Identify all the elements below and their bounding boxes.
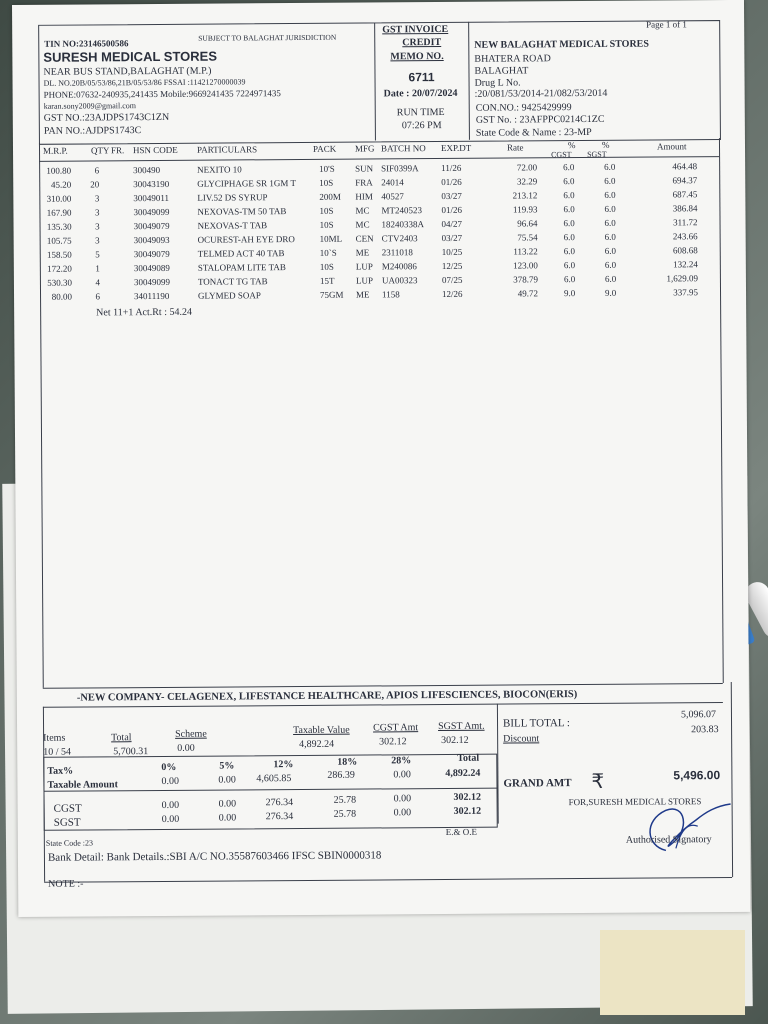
row-1-mfg: SUN <box>355 163 374 174</box>
tax-pct-label: Tax% <box>47 765 74 777</box>
seller-tin: TIN NO:23146500586 <box>44 38 129 49</box>
buyer-address-1: BHATERA ROAD <box>474 53 551 65</box>
authorised-signatory: Authorised Signatory <box>625 834 712 846</box>
row-9-mfg: LUP <box>355 275 373 286</box>
row-7-name: TELMED ACT 40 TAB <box>197 248 285 259</box>
buyer-name: NEW BALAGHAT MEDICAL STORES <box>474 38 649 51</box>
run-time: 07:26 PM <box>401 120 442 132</box>
row-3-rate: 213.12 <box>512 190 538 201</box>
state-code: State Code :23 <box>45 838 93 848</box>
col-header-pct-cgst: % <box>567 140 576 151</box>
row-3-mrp: 310.00 <box>46 193 72 204</box>
row-9-exp: 07/25 <box>441 274 463 286</box>
row-8-hsn: 30049089 <box>133 262 170 274</box>
col-header-pack: PACK <box>312 143 337 154</box>
col-header-pct-sgst: % <box>601 139 610 150</box>
taxable-amount-label: Taxable Amount <box>47 779 118 791</box>
taxable-value-label: Taxable Value <box>293 724 350 737</box>
grand-amount-label: GRAND AMT <box>503 777 572 790</box>
row-8-amount: 132.24 <box>673 259 698 270</box>
row-2-pack: 10S <box>319 177 334 188</box>
row-5-qty: 3 <box>95 221 100 232</box>
cgst-total: 302.12 <box>453 791 482 803</box>
row-7-exp: 10/25 <box>441 246 463 258</box>
taxable-28: 0.00 <box>393 769 411 781</box>
row-6-mfg: CEN <box>355 233 374 244</box>
row-10-cgst: 9.0 <box>563 288 576 299</box>
row-10-pack: 75GM <box>319 289 344 300</box>
new-company-top-line <box>43 683 723 689</box>
tax-col-5: 5% <box>219 760 235 772</box>
row-3-name: LIV.52 DS SYRUP <box>197 192 268 203</box>
row-6-sgst: 6.0 <box>604 231 616 242</box>
col-header-batch: BATCH NO <box>380 143 426 154</box>
invoice-sheet <box>12 0 750 917</box>
row-8-qty: 1 <box>95 263 100 274</box>
row-7-sgst: 6.0 <box>604 245 617 256</box>
row-1-pack: 10'S <box>319 163 335 174</box>
row-4-rate: 119.93 <box>512 204 538 215</box>
total-value: 5,700.31 <box>113 746 149 758</box>
items-value: 10 / 54 <box>43 746 72 758</box>
sgst-12: 276.34 <box>265 811 294 823</box>
row-10-sgst: 9.0 <box>604 287 617 298</box>
row-9-amount: 1,629.09 <box>666 273 698 284</box>
row-10-name: GLYMED SOAP <box>197 290 261 301</box>
row-5-amount: 311.72 <box>673 217 698 228</box>
buyer-address-2: BALAGHAT <box>474 65 529 77</box>
seller-pan: PAN NO.:AJDPS1743C <box>43 125 142 137</box>
row-2-mfg: FRA <box>355 177 373 188</box>
col-header-sgst: SGST <box>587 149 607 159</box>
taxable-5: 0.00 <box>218 774 236 786</box>
row-3-pack: 200M <box>319 191 341 202</box>
for-seller: FOR,SURESH MEDICAL STORES <box>568 796 702 808</box>
taxable-value: 4,892.24 <box>299 738 335 751</box>
row-1-exp: 11/26 <box>441 162 462 174</box>
row-8-sgst: 6.0 <box>604 259 617 270</box>
run-time-label: RUN TIME <box>396 106 445 119</box>
row-6-cgst: 6.0 <box>563 232 575 243</box>
buyer-dl: :20/081/53/2014-21/082/53/2014 <box>474 87 608 100</box>
sgst-0: 0.00 <box>161 813 180 825</box>
row-2-rate: 32.29 <box>516 176 538 187</box>
row-10-qty: 6 <box>95 291 101 302</box>
row-9-pack: 15T <box>319 275 335 286</box>
row-7-mrp: 158.50 <box>46 249 72 260</box>
row-2-cgst: 6.0 <box>563 176 575 187</box>
cgst-18: 25.78 <box>333 794 357 806</box>
row-2-sgst: 6.0 <box>604 175 616 186</box>
row-1-mrp: 100.80 <box>46 165 72 176</box>
col-header-mrp: M.R.P. <box>42 145 68 156</box>
net-rate-note: Net 11+1 Act.Rt : 54.24 <box>96 306 193 319</box>
row-8-cgst: 6.0 <box>563 260 576 271</box>
table-right-border <box>719 138 724 683</box>
table-header-bottom-line <box>39 156 719 162</box>
row-4-amount: 386.84 <box>672 203 698 214</box>
sgst-5: 0.00 <box>218 812 237 824</box>
page-number: Page 1 of 1 <box>646 19 687 30</box>
row-5-exp: 04/27 <box>441 218 463 230</box>
errors-omissions-excepted: E.& O.E <box>445 826 478 837</box>
cgst-row-label: CGST <box>53 802 82 815</box>
row-1-sgst: 6.0 <box>604 161 616 172</box>
cgst-12: 276.34 <box>265 797 294 809</box>
yellow-paper <box>600 930 745 1015</box>
row-4-name: NEXOVAS-TM 50 TAB <box>197 206 287 217</box>
sgst-total: 302.12 <box>453 805 482 817</box>
sgst-18: 25.78 <box>333 808 357 820</box>
row-3-batch: 40527 <box>381 191 404 202</box>
cgst-amt-value: 302.12 <box>379 736 407 748</box>
row-2-batch: 24014 <box>381 177 404 188</box>
row-2-qty: 20 <box>90 179 100 190</box>
row-3-hsn: 30049011 <box>133 192 170 204</box>
row-8-rate: 123.00 <box>513 260 538 271</box>
row-5-cgst: 6.0 <box>563 218 575 229</box>
row-1-qty: 6 <box>94 165 100 176</box>
row-6-exp: 03/27 <box>441 232 463 244</box>
row-7-pack: 10`S <box>319 247 337 258</box>
row-5-hsn: 30049079 <box>133 220 170 232</box>
sgst-amt-label: SGST Amt. <box>438 720 485 733</box>
bill-total-value: 5,096.07 <box>680 709 717 721</box>
tax-col-28: 28% <box>391 755 412 767</box>
row-6-hsn: 30049093 <box>133 234 170 246</box>
seller-name: SURESH MEDICAL STORES <box>43 48 218 65</box>
seller-phone: PHONE:07632-240935,241435 Mobile:9669241435 7224971435 <box>43 88 281 100</box>
row-3-sgst: 6.0 <box>604 189 616 200</box>
new-company-text: -NEW COMPANY- CELAGENEX, LIFESTANCE HEALTHCARE, APIOS LIFESCIENCES, BIOCON(ERIS) <box>76 689 578 704</box>
row-3-amount: 687.45 <box>672 189 698 200</box>
row-1-batch: SIF0399A <box>381 163 419 174</box>
taxable-12: 4,605.85 <box>256 773 292 785</box>
bill-total-label: BILL TOTAL : <box>502 717 571 730</box>
row-1-cgst: 6.0 <box>563 162 575 173</box>
discount-value: 203.83 <box>691 724 719 736</box>
row-10-hsn: 34011190 <box>134 290 170 302</box>
sgst-row-label: SGST <box>53 816 81 829</box>
row-5-pack: 10S <box>319 219 334 230</box>
cgst-5: 0.00 <box>218 798 237 810</box>
row-1-rate: 72.00 <box>516 162 538 173</box>
row-5-name: NEXOVAS-T TAB <box>197 220 268 231</box>
row-5-mrp: 135.30 <box>46 221 72 232</box>
row-3-cgst: 6.0 <box>563 190 575 201</box>
grand-amount-value: 5,496.00 <box>673 768 721 783</box>
row-6-qty: 3 <box>95 235 100 246</box>
memo-number: 6711 <box>408 70 435 85</box>
row-8-mrp: 172.20 <box>47 263 72 274</box>
col-header-qty: QTY <box>90 145 110 156</box>
seller-dl: DL. NO.20B/05/53/86,21B/05/53/86 FSSAI :11421270000039 <box>43 77 246 88</box>
col-header-cgst: CGST <box>551 150 572 160</box>
row-5-mfg: MC <box>355 219 370 230</box>
row-5-batch: 18240338A <box>381 219 425 230</box>
row-7-qty: 5 <box>95 249 100 260</box>
cgst-28: 0.00 <box>393 793 412 805</box>
row-9-mrp: 530.30 <box>47 277 72 288</box>
seller-email: karan.sony2009@gmail.com <box>43 101 136 111</box>
total-label: Total <box>111 732 132 744</box>
row-4-mfg: MC <box>355 205 370 216</box>
taxable-total: 4,892.24 <box>445 767 481 779</box>
row-10-exp: 12/26 <box>441 288 463 300</box>
row-4-pack: 10S <box>319 205 334 216</box>
row-4-batch: MT240523 <box>381 205 422 216</box>
row-5-rate: 96.64 <box>517 218 538 229</box>
row-4-sgst: 6.0 <box>604 203 616 214</box>
row-2-name: GLYCIPHAGE SR 1GM T <box>197 178 296 189</box>
row-4-cgst: 6.0 <box>563 204 575 215</box>
row-7-rate: 113.22 <box>513 246 538 257</box>
row-9-batch: UA00323 <box>381 275 418 286</box>
summary-bottom-line <box>44 877 732 883</box>
row-9-sgst: 6.0 <box>604 273 617 284</box>
row-10-mfg: ME <box>355 289 370 300</box>
bank-detail: Bank Detail: Bank Details.:SBI A/C NO.35587603466 IFSC SBIN0000318 <box>47 849 382 864</box>
invoice-date: Date : 20/07/2024 <box>383 87 458 100</box>
col-header-fr: FR. <box>110 145 125 156</box>
col-header-exp: EXP.DT <box>440 142 472 154</box>
row-8-pack: 10S <box>319 261 334 272</box>
col-header-particulars: PARTICULARS <box>196 144 258 155</box>
col-header-rate: Rate <box>506 142 524 153</box>
row-9-hsn: 30049099 <box>133 276 170 288</box>
row-1-hsn: 300490 <box>133 164 161 176</box>
seller-gst: GST NO.:23AJDPS1743C1ZN <box>43 111 170 124</box>
taxable-0: 0.00 <box>161 775 179 787</box>
row-8-mfg: LUP <box>355 261 373 272</box>
cgst-0: 0.00 <box>161 799 180 811</box>
row-4-mrp: 167.90 <box>46 207 72 218</box>
tax-col-0: 0% <box>161 761 177 773</box>
signature-mark <box>636 800 736 857</box>
row-9-name: TONACT TG TAB <box>197 276 268 287</box>
row-7-mfg: ME <box>355 247 370 258</box>
tax-total-label: Total <box>457 752 480 764</box>
row-7-cgst: 6.0 <box>563 246 576 257</box>
sgst-amt-value: 302.12 <box>441 734 469 747</box>
row-10-mrp: 80.00 <box>51 291 73 302</box>
rupee-icon: ₹ <box>591 768 605 793</box>
row-2-exp: 01/26 <box>441 176 462 188</box>
scheme-value: 0.00 <box>177 742 195 754</box>
row-7-hsn: 30049079 <box>133 248 170 260</box>
row-1-amount: 464.48 <box>672 161 698 172</box>
row-10-rate: 49.72 <box>517 288 539 299</box>
row-10-amount: 337.95 <box>673 287 699 298</box>
buyer-dl-label: Drug L No. <box>474 77 521 89</box>
row-8-batch: M240086 <box>381 261 417 272</box>
col-header-mfg: MFG <box>354 143 375 154</box>
row-2-hsn: 30043190 <box>133 178 170 190</box>
row-6-pack: 10ML <box>319 233 343 244</box>
seller-address: NEAR BUS STAND,BALAGHAT (M.P.) <box>43 65 212 78</box>
row-2-amount: 694.37 <box>672 175 698 186</box>
seller-jurisdiction: SUBJECT TO BALAGHAT JURISDICTION <box>198 32 337 43</box>
buyer-state: State Code & Name : 23-MP <box>475 126 592 139</box>
tax-col-12: 12% <box>273 759 294 771</box>
buyer-con: CON.NO.: 9425429999 <box>475 102 572 114</box>
row-9-cgst: 6.0 <box>563 274 576 285</box>
row-8-exp: 12/25 <box>441 260 463 272</box>
row-6-rate: 75.54 <box>517 232 538 243</box>
row-10-batch: 1158 <box>381 289 400 300</box>
col-header-amount: Amount <box>656 141 687 152</box>
row-7-amount: 608.68 <box>672 245 698 256</box>
row-3-qty: 3 <box>94 193 100 204</box>
scheme-label: Scheme <box>175 728 207 740</box>
row-6-amount: 243.66 <box>672 231 698 242</box>
row-9-qty: 4 <box>95 277 100 288</box>
sgst-28: 0.00 <box>393 807 412 819</box>
row-4-qty: 3 <box>94 207 100 218</box>
taxable-18: 286.39 <box>327 769 355 781</box>
cgst-amt-label: CGST Amt <box>373 722 419 734</box>
items-label: Items <box>43 732 66 744</box>
row-6-name: OCUREST-AH EYE DRO <box>197 234 295 245</box>
row-9-rate: 378.79 <box>513 274 538 285</box>
row-7-batch: 2311018 <box>381 247 413 258</box>
row-3-mfg: HIM <box>355 191 373 202</box>
row-2-mrp: 45.20 <box>50 179 72 190</box>
row-1-name: NEXITO 10 <box>197 164 242 175</box>
row-8-name: STALOPAM LITE TAB <box>197 262 286 273</box>
invoice-type: CREDIT <box>402 37 442 49</box>
row-4-hsn: 30049099 <box>133 206 170 218</box>
note-label: NOTE :- <box>48 878 84 890</box>
buyer-gst: GST No. : 23AFPPC0214C1ZC <box>475 113 605 126</box>
memo-label: MEMO NO. <box>390 50 444 63</box>
row-6-mrp: 105.75 <box>46 235 72 246</box>
tax-col-18: 18% <box>337 756 358 768</box>
invoice-title: GST INVOICE <box>382 23 449 36</box>
row-4-exp: 01/26 <box>441 204 462 216</box>
discount-label: Discount <box>503 733 540 745</box>
row-5-sgst: 6.0 <box>604 217 616 228</box>
row-3-exp: 03/27 <box>441 190 462 202</box>
col-header-hsn: HSN CODE <box>132 144 178 156</box>
row-6-batch: CTV2403 <box>381 233 418 244</box>
